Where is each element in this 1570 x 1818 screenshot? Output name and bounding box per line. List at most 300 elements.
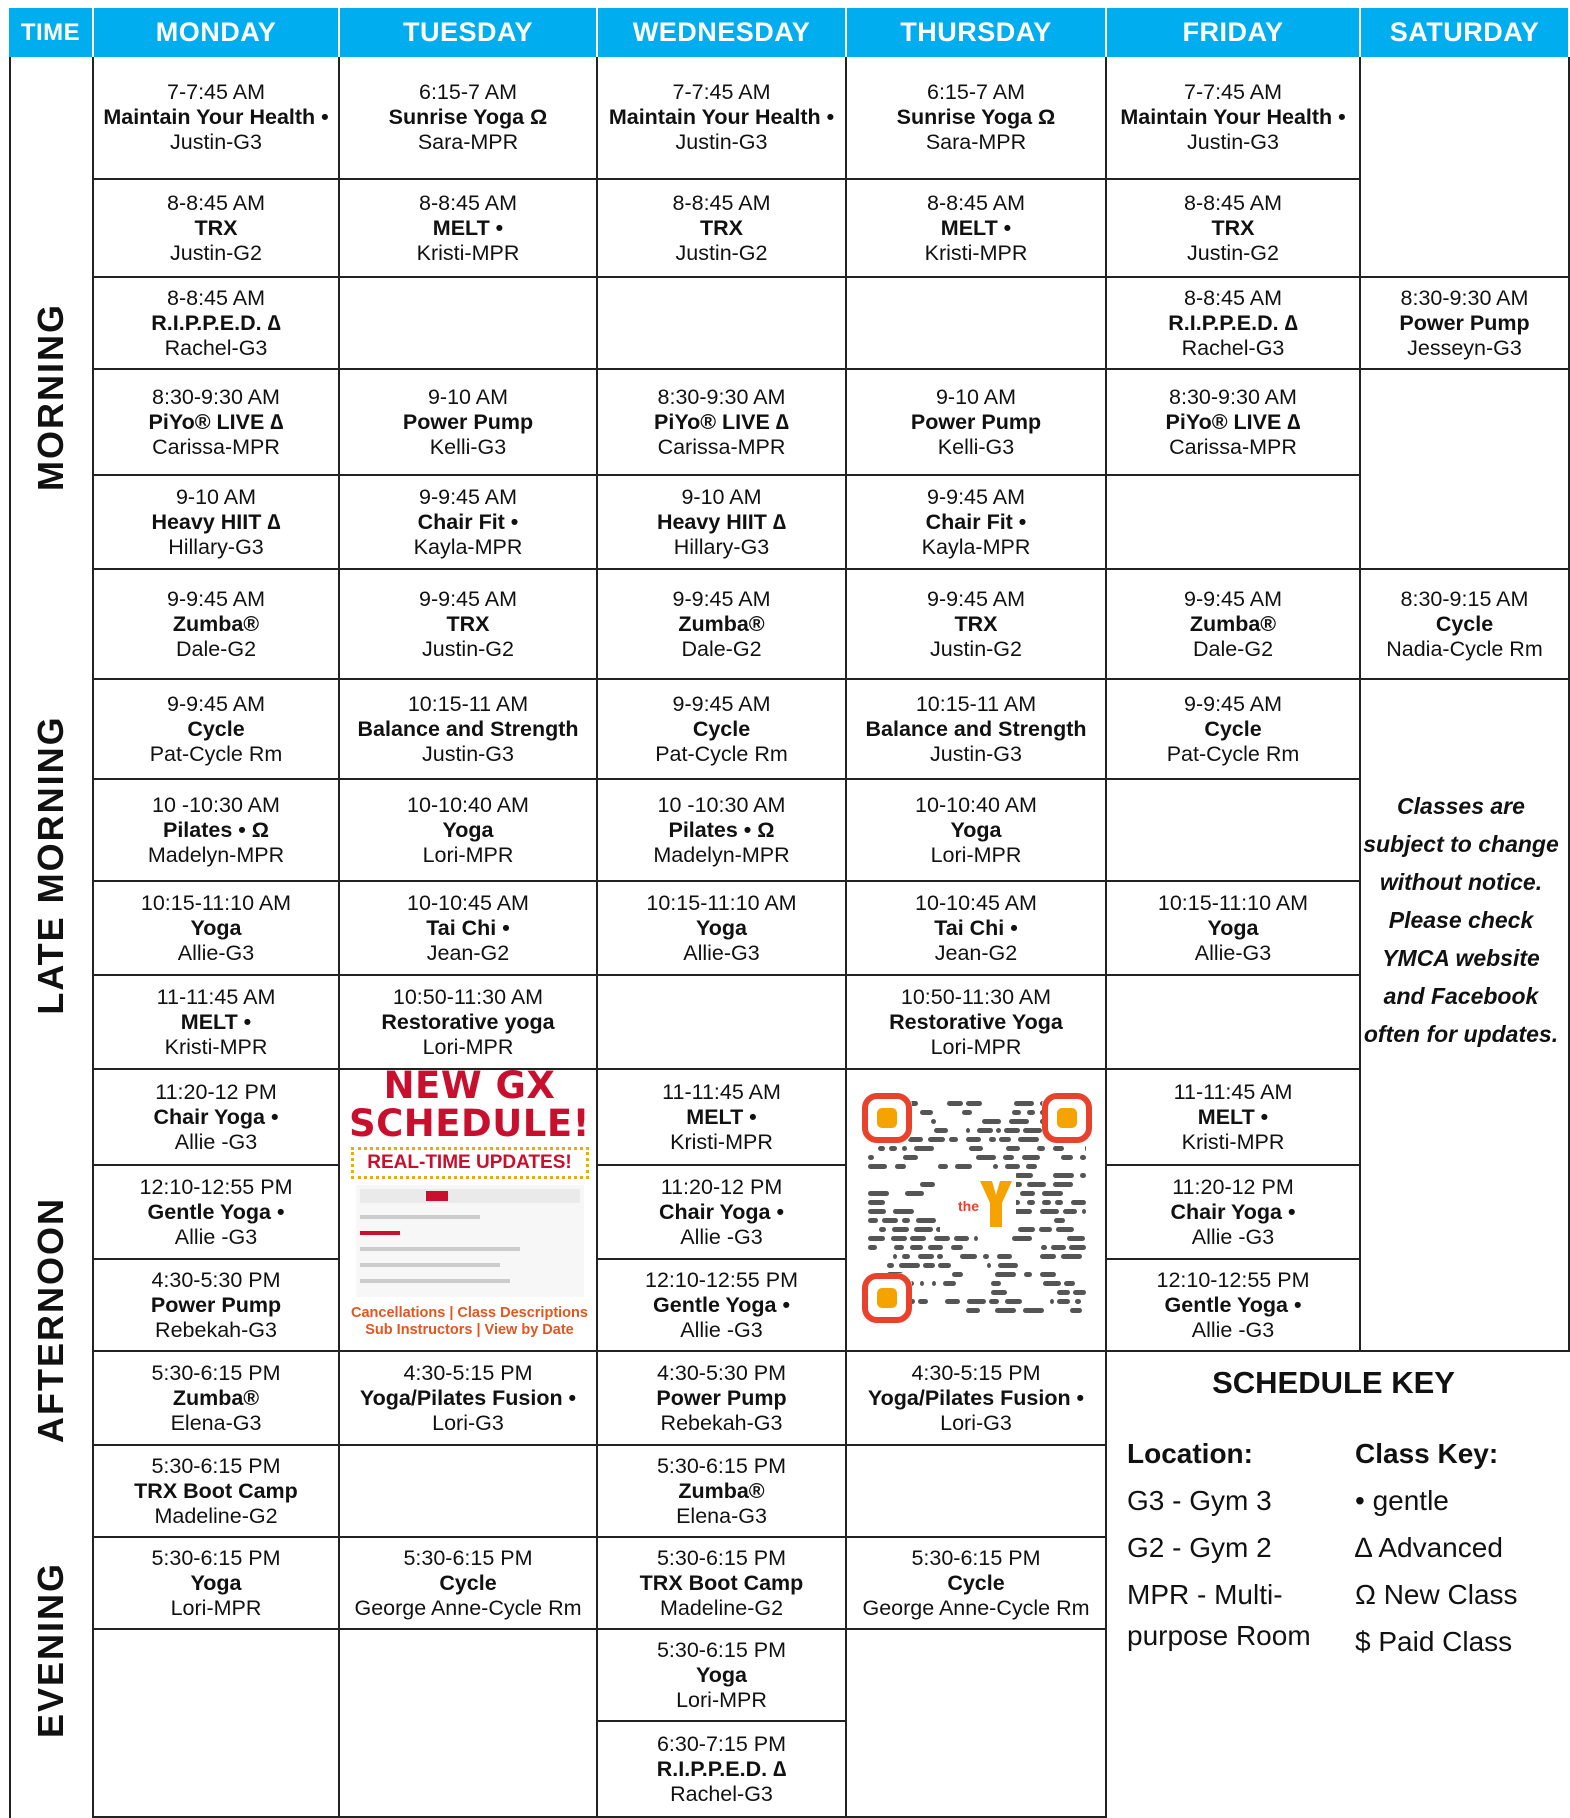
class-time: 9-9:45 AM: [927, 484, 1025, 509]
class-instructor: Lori-MPR: [930, 842, 1022, 867]
class-name: Yoga/Pilates Fusion •: [867, 1385, 1085, 1410]
class-name: Yoga: [190, 915, 242, 940]
class-cell-monday[interactable]: [94, 882, 340, 976]
class-instructor: Sara-MPR: [925, 130, 1027, 154]
ymca-logo-text: the: [958, 1198, 979, 1214]
class-cell-monday[interactable]: [94, 476, 340, 570]
class-name: Gentle Yoga •: [147, 1199, 285, 1224]
class-cell-thursday[interactable]: [847, 57, 1107, 180]
class-instructor: Hillary-G3: [168, 534, 264, 559]
qr-code-icon[interactable]: [862, 1093, 1092, 1323]
class-time: 11-11:45 AM: [1173, 1079, 1293, 1104]
class-time: 7-7:45 AM: [167, 80, 265, 104]
class-instructor: Carissa-MPR: [152, 434, 280, 459]
empty-cell: [598, 976, 847, 1070]
class-time: 10:15-11:10 AM: [646, 890, 797, 915]
class-name: Chair Fit •: [925, 509, 1027, 534]
empty-cell: [847, 1538, 1107, 1818]
class-name: Zumba®: [172, 611, 260, 636]
class-key: [1355, 1430, 1555, 1665]
class-time: 5:30-6:15 PM: [656, 1637, 787, 1662]
class-name: Tai Chi •: [934, 915, 1018, 940]
class-name: Yoga: [442, 817, 494, 842]
class-name: Maintain Your Health •: [1120, 105, 1346, 129]
class-time: 8-8:45 AM: [419, 190, 517, 215]
qr-code-graphic: [862, 1093, 1092, 1323]
class-cell-thursday[interactable]: [847, 180, 1107, 278]
class-time: 9-9:45 AM: [419, 484, 517, 509]
class-name: Pilates • Ω: [162, 817, 270, 842]
class-name: R.I.P.P.E.D. ∆: [656, 1756, 787, 1781]
class-instructor: Allie -G3: [680, 1317, 763, 1342]
class-time: 10:50-11:30 AM: [900, 984, 1052, 1009]
class-cell-wednesday[interactable]: [598, 1538, 847, 1630]
class-key-item: Ω New Class: [1355, 1579, 1518, 1610]
class-name: PiYo® LIVE ∆: [148, 409, 284, 434]
class-name: Power Pump: [402, 409, 534, 434]
class-cell-monday[interactable]: [94, 370, 340, 476]
class-time: 5:30-6:15 PM: [151, 1545, 281, 1570]
period-label: AFTERNOON: [30, 1197, 71, 1443]
class-instructor: Madelyn-MPR: [147, 842, 285, 867]
class-instructor: Madeline-G2: [659, 1595, 784, 1620]
class-time: 9-9:45 AM: [927, 586, 1025, 611]
class-cell-tuesday[interactable]: [340, 680, 598, 780]
class-cell-monday[interactable]: [94, 780, 340, 882]
class-cell-monday[interactable]: [94, 1352, 340, 1446]
class-name: MELT •: [1197, 1104, 1269, 1129]
class-cell-monday[interactable]: [94, 680, 340, 780]
class-instructor: Nadia-Cycle Rm: [1386, 636, 1543, 661]
promo-banner: REAL-TIME UPDATES!: [351, 1147, 589, 1179]
class-time: 9-9:45 AM: [167, 586, 265, 611]
empty-cell: [1361, 370, 1570, 570]
class-instructor: Jean-G2: [934, 940, 1018, 965]
class-name: MELT •: [432, 215, 504, 240]
class-time: 5:30-6:15 PM: [911, 1545, 1041, 1570]
class-name: TRX: [700, 215, 743, 240]
class-name: Cycle: [439, 1570, 497, 1595]
class-instructor: Lori-MPR: [422, 1034, 514, 1059]
class-cell-friday[interactable]: [1107, 1070, 1361, 1166]
class-instructor: Lori-MPR: [170, 1595, 262, 1620]
class-time: 10 -10:30 AM: [152, 792, 280, 817]
class-instructor: Justin-G2: [675, 240, 768, 265]
class-time: 9-9:45 AM: [672, 586, 771, 611]
class-time: 12:10-12:55 PM: [645, 1267, 798, 1292]
class-cell-wednesday[interactable]: [598, 1722, 847, 1818]
class-instructor: Kayla-MPR: [921, 534, 1031, 559]
class-name: TRX: [194, 215, 238, 240]
class-name: Cycle: [187, 716, 245, 741]
empty-cell: [1107, 976, 1361, 1070]
class-time: 10:15-11:10 AM: [1157, 890, 1309, 915]
class-time: 8:30-9:30 AM: [1169, 384, 1297, 409]
class-time: 4:30-5:15 PM: [403, 1360, 533, 1385]
class-time: 9-10 AM: [427, 384, 509, 409]
class-instructor: Rachel-G3: [1181, 335, 1285, 360]
class-instructor: Jesseyn-G3: [1407, 335, 1522, 360]
class-instructor: Jean-G2: [426, 940, 510, 965]
schedule-notice: Classes are subject to change without notice. Please check YMCA website and Facebook often for updates.: [1363, 793, 1559, 1047]
class-instructor: Allie-G3: [683, 940, 760, 965]
class-cell-wednesday[interactable]: [598, 476, 847, 570]
class-instructor: Justin-G2: [929, 636, 1022, 661]
class-instructor: Justin-G2: [421, 636, 514, 661]
class-name: TRX Boot Camp: [134, 1478, 298, 1503]
class-instructor: Lori-MPR: [422, 842, 514, 867]
class-cell-friday[interactable]: [1107, 278, 1361, 370]
class-name: Heavy HIIT ∆: [151, 509, 281, 534]
class-name: Chair Fit •: [417, 509, 519, 534]
class-cell-tuesday[interactable]: [340, 976, 598, 1070]
period-label: EVENING: [30, 1561, 71, 1739]
class-name: TRX: [446, 611, 490, 636]
class-time: 9-9:45 AM: [1184, 691, 1282, 716]
class-time: 9-9:45 AM: [672, 691, 771, 716]
class-cell-tuesday[interactable]: [340, 57, 598, 180]
class-name: Yoga: [1207, 915, 1259, 940]
location-key-heading: Location:: [1127, 1438, 1253, 1469]
class-instructor: George Anne-Cycle Rm: [354, 1595, 582, 1620]
class-cell-tuesday[interactable]: [340, 476, 598, 570]
class-cell-thursday[interactable]: [847, 1352, 1107, 1446]
period-label: LATE MORNING: [30, 715, 71, 1015]
class-key-heading: Class Key:: [1355, 1438, 1499, 1469]
class-cell-friday[interactable]: [1107, 1260, 1361, 1352]
new-gx-schedule-promo[interactable]: [341, 1067, 598, 1350]
class-cell-wednesday[interactable]: [598, 1166, 847, 1260]
empty-cell: [847, 1446, 1107, 1538]
period-label: MORNING: [30, 303, 71, 491]
class-instructor: Justin-G2: [169, 240, 262, 265]
class-time: 10:15-11 AM: [915, 691, 1037, 716]
class-time: 5:30-6:15 PM: [151, 1360, 281, 1385]
class-cell-thursday[interactable]: [847, 976, 1107, 1070]
class-time: 4:30-5:30 PM: [151, 1267, 281, 1292]
class-time: 4:30-5:15 PM: [911, 1360, 1041, 1385]
class-name: Gentle Yoga •: [653, 1292, 790, 1317]
location-key-item: G3 - Gym 3: [1127, 1485, 1272, 1516]
class-time: 9-10 AM: [935, 384, 1017, 409]
class-cell-tuesday[interactable]: [340, 370, 598, 476]
class-instructor: Allie -G3: [174, 1129, 258, 1154]
class-name: Maintain Your Health •: [608, 105, 835, 129]
class-name: TRX: [954, 611, 998, 636]
class-cell-thursday[interactable]: [847, 680, 1107, 780]
empty-cell: [1107, 780, 1361, 882]
empty-cell: [94, 1630, 340, 1818]
location-key-item: purpose Room: [1127, 1620, 1311, 1651]
promo-headline: NEW GX: [383, 1067, 556, 1107]
class-instructor: Lori-MPR: [676, 1687, 767, 1712]
class-cell-friday[interactable]: [1107, 180, 1361, 278]
class-cell-tuesday[interactable]: [340, 180, 598, 278]
class-time: 5:30-6:15 PM: [656, 1453, 787, 1478]
class-time: 10-10:45 AM: [407, 890, 529, 915]
class-time: 11:20-12 PM: [1172, 1174, 1294, 1199]
class-cell-wednesday[interactable]: [598, 370, 847, 476]
class-instructor: Kristi-MPR: [1181, 1129, 1285, 1154]
promo-headline: SCHEDULE!: [348, 1102, 591, 1145]
class-instructor: Allie -G3: [1191, 1317, 1275, 1342]
class-cell-tuesday[interactable]: [340, 1352, 598, 1446]
class-cell-wednesday[interactable]: [598, 180, 847, 278]
class-instructor: Elena-G3: [676, 1503, 767, 1528]
class-instructor: Allie-G3: [177, 940, 255, 965]
class-cell-monday[interactable]: [94, 1070, 340, 1166]
empty-cell: [340, 1538, 598, 1818]
class-instructor: Pat-Cycle Rm: [149, 741, 283, 766]
class-key-item: ∆ Advanced: [1355, 1532, 1503, 1563]
class-key-item: • gentle: [1355, 1485, 1449, 1516]
class-cell-tuesday[interactable]: [340, 570, 598, 680]
class-name: Restorative yoga: [381, 1009, 555, 1034]
class-instructor: Kristi-MPR: [416, 240, 520, 265]
class-time: 5:30-6:15 PM: [151, 1453, 281, 1478]
class-instructor: Rebekah-G3: [660, 1410, 783, 1435]
class-name: Cycle: [1204, 716, 1262, 741]
class-instructor: Pat-Cycle Rm: [655, 741, 788, 766]
location-key: [1127, 1430, 1327, 1659]
class-time: 9-9:45 AM: [419, 586, 517, 611]
class-instructor: Dale-G2: [175, 636, 257, 661]
class-cell-tuesday[interactable]: [340, 882, 598, 976]
class-time: 8-8:45 AM: [1184, 190, 1282, 215]
class-time: 10 -10:30 AM: [657, 792, 786, 817]
class-time: 11-11:45 AM: [662, 1079, 781, 1104]
class-name: MELT •: [180, 1009, 252, 1034]
class-time: 10-10:40 AM: [915, 792, 1037, 817]
class-time: 8-8:45 AM: [927, 190, 1025, 215]
class-time: 10-10:40 AM: [407, 792, 529, 817]
class-cell-friday[interactable]: [1107, 370, 1361, 476]
class-name: Cycle: [947, 1570, 1005, 1595]
class-time: 8:30-9:30 AM: [657, 384, 786, 409]
class-name: Sunrise Yoga Ω: [896, 105, 1056, 129]
class-cell-saturday[interactable]: [1361, 570, 1570, 680]
mini-calendar-thumbnail: [356, 1185, 584, 1297]
class-cell-monday[interactable]: [94, 1260, 340, 1352]
class-name: Yoga: [696, 1662, 747, 1687]
class-time: 5:30-6:15 PM: [656, 1545, 787, 1570]
class-time: 11-11:45 AM: [156, 984, 276, 1009]
class-name: Zumba®: [172, 1385, 260, 1410]
class-name: PiYo® LIVE ∆: [1165, 409, 1301, 434]
class-name: PiYo® LIVE ∆: [654, 409, 789, 434]
class-instructor: Allie -G3: [1191, 1224, 1275, 1249]
class-instructor: George Anne-Cycle Rm: [862, 1595, 1090, 1620]
class-time: 7-7:45 AM: [672, 80, 771, 104]
header-tuesday: TUESDAY: [340, 8, 598, 57]
location-key-item: G2 - Gym 2: [1127, 1532, 1272, 1563]
class-name: Power Pump: [1399, 310, 1530, 335]
class-name: Chair Yoga •: [153, 1104, 279, 1129]
class-name: Cycle: [692, 716, 751, 741]
class-cell-monday[interactable]: [94, 180, 340, 278]
class-cell-wednesday[interactable]: [598, 1630, 847, 1722]
class-time: 9-10 AM: [681, 484, 762, 509]
class-name: Yoga: [190, 1570, 242, 1595]
class-cell-friday[interactable]: [1107, 57, 1361, 180]
class-name: Zumba®: [1189, 611, 1277, 636]
class-name: Balance and Strength: [357, 716, 579, 741]
class-cell-wednesday[interactable]: [598, 680, 847, 780]
class-name: R.I.P.P.E.D. ∆: [151, 310, 281, 335]
class-time: 6:30-7:15 PM: [656, 1731, 787, 1756]
location-key-item: MPR - Multi-: [1127, 1579, 1283, 1610]
empty-cell: [340, 1446, 598, 1538]
class-time: 11:20-12 PM: [155, 1079, 277, 1104]
class-time: 8:30-9:15 AM: [1400, 586, 1529, 611]
empty-cell: [1107, 476, 1361, 570]
class-instructor: Kristi-MPR: [670, 1129, 773, 1154]
class-name: Zumba®: [678, 1478, 765, 1503]
class-name: Gentle Yoga •: [1164, 1292, 1302, 1317]
class-time: 9-10 AM: [175, 484, 257, 509]
empty-cell: [598, 278, 847, 370]
class-cell-wednesday[interactable]: [598, 1070, 847, 1166]
class-time: 10-10:45 AM: [915, 890, 1037, 915]
class-instructor: Justin-G3: [675, 130, 768, 154]
class-name: Maintain Your Health •: [103, 105, 329, 129]
class-cell-thursday[interactable]: [847, 780, 1107, 882]
class-instructor: Kayla-MPR: [413, 534, 523, 559]
class-name: Power Pump: [150, 1292, 282, 1317]
promo-links: Sub Instructors | View by Date: [365, 1322, 574, 1338]
class-time: 10:15-11 AM: [407, 691, 529, 716]
class-time: 8:30-9:30 AM: [152, 384, 280, 409]
class-key-item: $ Paid Class: [1355, 1626, 1513, 1657]
class-cell-wednesday[interactable]: [598, 1446, 847, 1538]
class-instructor: Madeline-G2: [154, 1503, 278, 1528]
class-cell-saturday[interactable]: [1361, 278, 1570, 370]
class-name: Zumba®: [678, 611, 765, 636]
class-time: 9-9:45 AM: [167, 691, 265, 716]
header-thursday: THURSDAY: [847, 8, 1107, 57]
empty-cell: [1361, 57, 1570, 278]
class-cell-wednesday[interactable]: [598, 570, 847, 680]
class-instructor: Hillary-G3: [673, 534, 770, 559]
class-name: Cycle: [1435, 611, 1494, 636]
class-name: Tai Chi •: [426, 915, 510, 940]
class-cell-thursday[interactable]: [847, 570, 1107, 680]
class-time: 11:20-12 PM: [660, 1174, 783, 1199]
class-cell-wednesday[interactable]: [598, 1260, 847, 1352]
class-cell-friday[interactable]: [1107, 570, 1361, 680]
class-cell-friday[interactable]: [1107, 1166, 1361, 1260]
class-time: 8-8:45 AM: [167, 190, 265, 215]
class-name: TRX: [1211, 215, 1255, 240]
class-cell-thursday[interactable]: [847, 370, 1107, 476]
class-instructor: Lori-G3: [940, 1410, 1012, 1435]
class-instructor: Pat-Cycle Rm: [1166, 741, 1300, 766]
header-friday: FRIDAY: [1107, 8, 1361, 57]
class-instructor: Justin-G3: [169, 130, 262, 154]
class-time: 7-7:45 AM: [1184, 80, 1282, 104]
class-name: Sunrise Yoga Ω: [388, 105, 548, 129]
class-instructor: Allie -G3: [174, 1224, 258, 1249]
class-instructor: Rebekah-G3: [155, 1317, 277, 1342]
class-time: 6:15-7 AM: [927, 80, 1025, 104]
class-cell-wednesday[interactable]: [598, 780, 847, 882]
class-name: Yoga: [696, 915, 747, 940]
class-instructor: Rachel-G3: [670, 1781, 773, 1806]
class-instructor: Elena-G3: [170, 1410, 262, 1435]
class-time: 10:15-11:10 AM: [140, 890, 292, 915]
class-instructor: Justin-G2: [1186, 240, 1279, 265]
class-instructor: Allie-G3: [1194, 940, 1272, 965]
class-instructor: Kelli-G3: [429, 434, 507, 459]
class-name: TRX Boot Camp: [639, 1570, 804, 1595]
class-time: 6:15-7 AM: [419, 80, 517, 104]
header-monday: MONDAY: [94, 8, 340, 57]
class-instructor: Dale-G2: [681, 636, 762, 661]
class-cell-tuesday[interactable]: [340, 780, 598, 882]
class-time: 5:30-6:15 PM: [403, 1545, 533, 1570]
class-name: MELT •: [686, 1104, 757, 1129]
class-instructor: Sara-MPR: [417, 130, 519, 154]
class-cell-wednesday[interactable]: [598, 57, 847, 180]
class-name: Power Pump: [656, 1385, 787, 1410]
class-instructor: Kelli-G3: [937, 434, 1015, 459]
class-instructor: Dale-G2: [1192, 636, 1274, 661]
class-name: Pilates • Ω: [668, 817, 775, 842]
promo-links: Cancellations | Class Descriptions: [351, 1305, 588, 1321]
class-time: 9-9:45 AM: [1184, 586, 1282, 611]
class-name: Chair Yoga •: [658, 1199, 784, 1224]
class-cell-monday[interactable]: [94, 570, 340, 680]
class-time: 12:10-12:55 PM: [1156, 1267, 1310, 1292]
class-time: 4:30-5:30 PM: [656, 1360, 787, 1385]
class-cell-thursday[interactable]: [847, 882, 1107, 976]
class-instructor: Allie -G3: [680, 1224, 763, 1249]
header-wednesday: WEDNESDAY: [598, 8, 847, 57]
class-cell-wednesday[interactable]: [598, 1352, 847, 1446]
class-name: Yoga/Pilates Fusion •: [359, 1385, 577, 1410]
class-cell-monday[interactable]: [94, 976, 340, 1070]
class-cell-thursday[interactable]: [847, 476, 1107, 570]
class-time: 8-8:45 AM: [1184, 285, 1282, 310]
class-instructor: Justin-G3: [421, 741, 514, 766]
class-cell-wednesday[interactable]: [598, 882, 847, 976]
class-name: Yoga: [950, 817, 1002, 842]
class-time: 10:50-11:30 AM: [392, 984, 544, 1009]
class-cell-monday[interactable]: [94, 1446, 340, 1538]
class-name: R.I.P.P.E.D. ∆: [1168, 310, 1298, 335]
header-time: TIME: [9, 8, 94, 57]
class-name: Restorative Yoga: [889, 1009, 1063, 1034]
class-cell-monday[interactable]: [94, 1166, 340, 1260]
class-cell-monday[interactable]: [94, 278, 340, 370]
empty-cell: [847, 278, 1107, 370]
class-name: Heavy HIIT ∆: [656, 509, 787, 534]
class-cell-monday[interactable]: [94, 57, 340, 180]
class-cell-friday[interactable]: [1107, 882, 1361, 976]
class-cell-friday[interactable]: [1107, 680, 1361, 780]
header-saturday: SATURDAY: [1361, 8, 1570, 57]
class-instructor: Madelyn-MPR: [653, 842, 790, 867]
empty-cell: [340, 278, 598, 370]
class-instructor: Justin-G3: [1186, 130, 1279, 154]
class-instructor: Carissa-MPR: [1169, 434, 1297, 459]
class-name: Power Pump: [910, 409, 1042, 434]
class-instructor: Rachel-G3: [164, 335, 268, 360]
class-cell-monday[interactable]: [94, 1538, 340, 1630]
class-instructor: Kristi-MPR: [924, 240, 1028, 265]
class-time: 8-8:45 AM: [167, 285, 265, 310]
schedule-key-title: SCHEDULE KEY: [1212, 1365, 1455, 1400]
